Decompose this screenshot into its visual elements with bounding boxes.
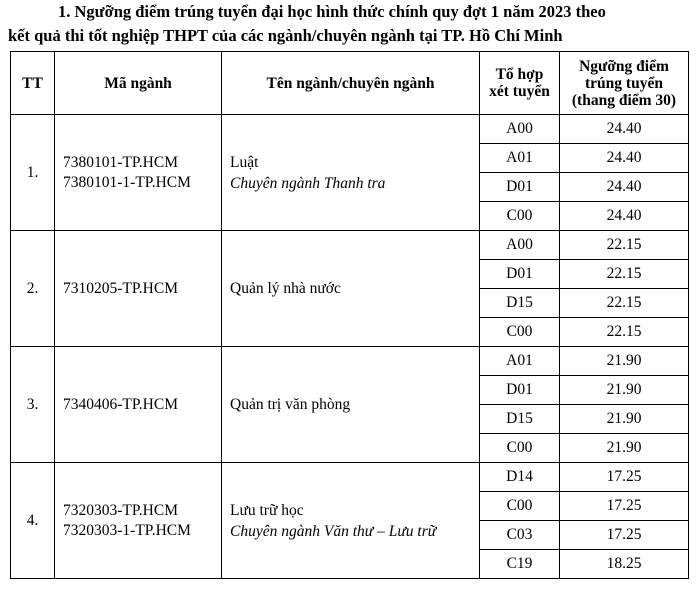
header-row [11, 52, 689, 115]
subject-combination: C00 [480, 202, 560, 231]
threshold-score: 22.15 [560, 318, 689, 347]
major-code: 7380101-TP.HCM [63, 153, 178, 171]
subject-combination: D01 [480, 260, 560, 289]
major-name-cell [222, 347, 480, 463]
header-combo [480, 52, 560, 115]
threshold-score: 22.15 [560, 260, 689, 289]
specialization-name: Chuyên ngành Văn thư – Lưu trữ [230, 522, 437, 540]
subject-combination: C00 [480, 434, 560, 463]
subject-combination: D01 [480, 173, 560, 202]
subject-combination: D01 [480, 376, 560, 405]
header-tt: TT [11, 52, 55, 115]
major-name-cell [222, 231, 480, 347]
row-number: 3. [11, 347, 55, 463]
major-code: 7320303-1-TP.HCM [63, 521, 191, 539]
major-code: 7340406-TP.HCM [63, 395, 178, 413]
threshold-score: 17.25 [560, 492, 689, 521]
threshold-score: 22.15 [560, 289, 689, 318]
table-header [11, 52, 689, 115]
major-code-cell [55, 347, 222, 463]
header-score-line-3: (thang điểm 30) [571, 91, 677, 109]
header-score-line-2: trúng tuyển [585, 74, 663, 92]
row-number: 4. [11, 463, 55, 579]
subject-combination: D14 [480, 463, 560, 492]
header-name: Tên ngành/chuyên ngành [222, 52, 480, 115]
threshold-score: 21.90 [560, 347, 689, 376]
header-code: Mã ngành [55, 52, 222, 115]
table-row [11, 347, 689, 376]
header-score-line-1: Ngưỡng điểm [579, 57, 669, 75]
table-row [11, 231, 689, 260]
major-name-cell [222, 115, 480, 231]
header-score [560, 52, 689, 115]
major-code-cell [55, 463, 222, 579]
subject-combination: C03 [480, 521, 560, 550]
major-name: Luật [230, 153, 259, 171]
specialization-name: Chuyên ngành Thanh tra [230, 174, 386, 192]
subject-combination: D15 [480, 405, 560, 434]
threshold-score: 21.90 [560, 376, 689, 405]
threshold-score: 17.25 [560, 521, 689, 550]
threshold-score: 18.25 [560, 550, 689, 579]
subject-combination: A00 [480, 231, 560, 260]
major-code: 7310205-TP.HCM [63, 279, 178, 297]
threshold-score: 21.90 [560, 405, 689, 434]
header-combo-line-2: xét tuyển [489, 83, 550, 100]
header-combo-line-1: Tổ hợp [495, 66, 544, 83]
threshold-score: 22.15 [560, 231, 689, 260]
subject-combination: D15 [480, 289, 560, 318]
major-code-cell [55, 231, 222, 347]
subject-combination: A01 [480, 347, 560, 376]
table-body [11, 115, 689, 579]
major-name: Quản lý nhà nước [230, 280, 341, 297]
title-line-2: kết quả thi tốt nghiệp THPT của các ngành/chuyên ngành tại TP. Hồ Chí Minh [8, 26, 563, 45]
threshold-score: 24.40 [560, 144, 689, 173]
threshold-score: 24.40 [560, 202, 689, 231]
major-name: Quản trị văn phòng [230, 396, 351, 413]
major-name: Lưu trữ học [230, 501, 304, 519]
subject-combination: C00 [480, 318, 560, 347]
threshold-score: 21.90 [560, 434, 689, 463]
subject-combination: C00 [480, 492, 560, 521]
subject-combination: A00 [480, 115, 560, 144]
threshold-score: 24.40 [560, 115, 689, 144]
title-line-1: 1. Ngưỡng điểm trúng tuyển đại học hình thức chính quy đợt 1 năm 2023 theo [58, 2, 606, 21]
table-row [11, 115, 689, 144]
major-code-cell [55, 115, 222, 231]
row-number: 1. [11, 115, 55, 231]
table-row [11, 463, 689, 492]
threshold-score: 17.25 [560, 463, 689, 492]
admission-score-table [10, 51, 689, 579]
threshold-score: 24.40 [560, 173, 689, 202]
major-code: 7320303-TP.HCM [63, 501, 178, 519]
subject-combination: C19 [480, 550, 560, 579]
row-number: 2. [11, 231, 55, 347]
major-code: 7380101-1-TP.HCM [63, 173, 191, 191]
major-name-cell [222, 463, 480, 579]
document-title [8, 0, 694, 48]
subject-combination: A01 [480, 144, 560, 173]
